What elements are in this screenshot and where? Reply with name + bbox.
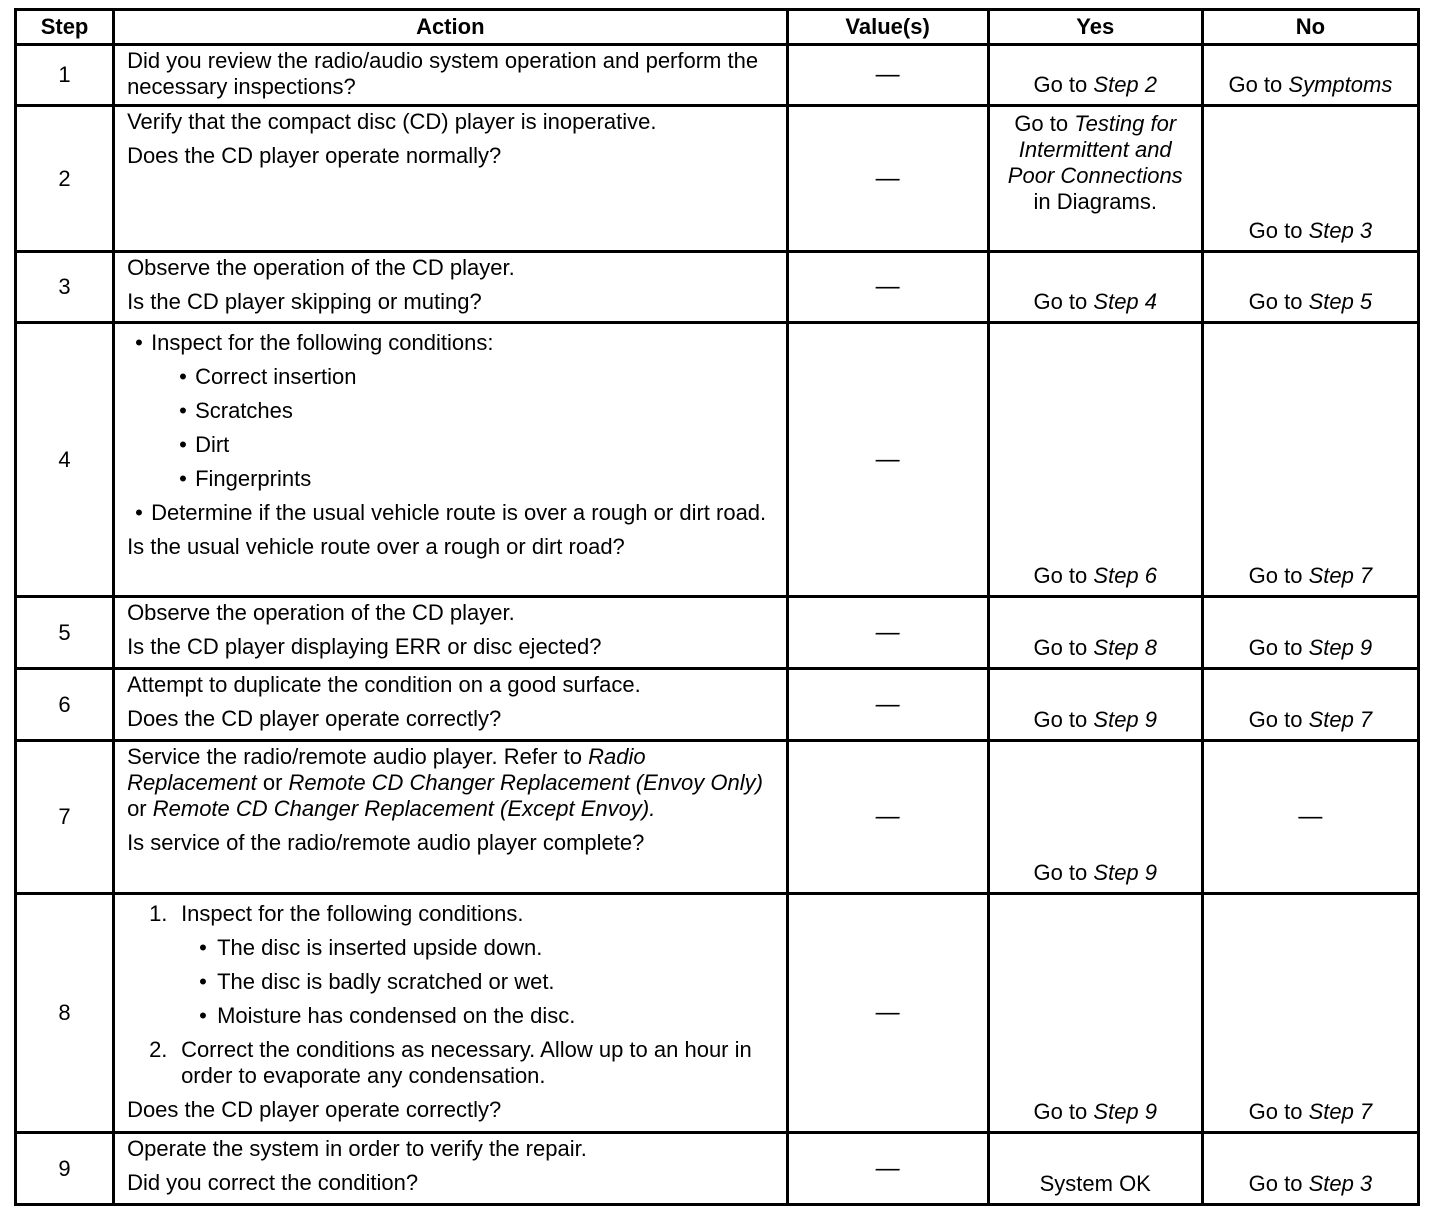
goto-text: Go to: [1033, 1099, 1088, 1124]
sub-bullet-item: • Dirt: [127, 432, 777, 458]
yes-cell: [988, 669, 1202, 741]
step-link[interactable]: Step 2: [1093, 72, 1158, 97]
action-question: Is service of the radio/remote audio player complete?: [127, 830, 645, 855]
radio-replacement-link[interactable]: Radio Replacement: [127, 744, 646, 795]
action-text: [127, 744, 777, 822]
action-text: Attempt to duplicate the condition on a good surface.: [127, 672, 641, 697]
action-text: Observe the operation of the CD player.: [127, 600, 515, 625]
no-cell: [1202, 1133, 1418, 1205]
or-text: or: [262, 770, 283, 795]
goto-text: Go to: [1033, 289, 1088, 314]
action-question: Is the usual vehicle route over a rough or dirt road?: [127, 534, 625, 559]
table-row: [16, 323, 1419, 597]
no-cell: [1202, 323, 1418, 597]
action-question: Does the CD player operate normally?: [127, 143, 502, 168]
value-cell: —: [787, 1133, 988, 1205]
action-question: Is the CD player skipping or muting?: [127, 289, 482, 314]
step-link[interactable]: Step 6: [1093, 563, 1158, 588]
value-cell: —: [787, 323, 988, 597]
step-link[interactable]: Step 8: [1093, 635, 1158, 660]
step-number: 9: [16, 1133, 114, 1205]
table-row: [16, 45, 1419, 106]
no-cell: [1202, 669, 1418, 741]
step-number: 8: [16, 894, 114, 1133]
step-number: 4: [16, 323, 114, 597]
action-cell: [114, 323, 787, 597]
step-number: 2: [16, 106, 114, 252]
yes-cell: [988, 741, 1202, 894]
table-row: [16, 669, 1419, 741]
step-link[interactable]: Step 7: [1308, 707, 1373, 732]
goto-text: Go to: [1248, 707, 1303, 732]
action-text-lead: Service the radio/remote audio player. Refer to: [127, 744, 582, 769]
sub-bullet-item: • The disc is badly scratched or wet.: [127, 969, 777, 995]
step-number: 1: [16, 45, 114, 106]
header-action: Action: [114, 10, 787, 45]
goto-text: Go to: [1248, 563, 1303, 588]
step-number: 6: [16, 669, 114, 741]
header-row: [16, 10, 1419, 45]
value-cell: —: [787, 106, 988, 252]
step-link[interactable]: Step 9: [1093, 707, 1158, 732]
action-cell: [114, 597, 787, 669]
step-number: 7: [16, 741, 114, 894]
numbered-item: [127, 1037, 777, 1089]
sub-bullet-item: • Scratches: [127, 398, 777, 424]
goto-text: Go to: [1248, 1171, 1303, 1196]
action-cell: [114, 669, 787, 741]
value-cell: —: [787, 669, 988, 741]
item-number: 1.: [149, 901, 168, 926]
table-row: [16, 252, 1419, 323]
symptoms-link[interactable]: Symptoms: [1288, 72, 1393, 97]
yes-cell: [988, 252, 1202, 323]
step-link[interactable]: Step 3: [1308, 1171, 1373, 1196]
value-cell: —: [787, 252, 988, 323]
goto-text: Go to: [1014, 111, 1069, 136]
header-yes: Yes: [988, 10, 1202, 45]
table-row: [16, 741, 1419, 894]
action-cell: [114, 106, 787, 252]
action-text: Verify that the compact disc (CD) player is inoperative.: [127, 109, 657, 134]
step-link[interactable]: Step 9: [1093, 1099, 1158, 1124]
yes-cell: [988, 106, 1202, 252]
step-link[interactable]: Step 7: [1308, 1099, 1373, 1124]
table-row: [16, 894, 1419, 1133]
table-row: [16, 597, 1419, 669]
yes-cell: System OK: [988, 1133, 1202, 1205]
sub-bullet-item: • Fingerprints: [127, 466, 777, 492]
no-cell: [1202, 45, 1418, 106]
step-link[interactable]: Step 3: [1308, 218, 1373, 243]
sub-bullet-item: • Moisture has condensed on the disc.: [127, 1003, 777, 1029]
action-cell: [114, 45, 787, 106]
sub-bullet-item: • Correct insertion: [127, 364, 777, 390]
goto-text: Go to: [1033, 860, 1088, 885]
action-question: Did you correct the condition?: [127, 1170, 419, 1195]
action-cell: [114, 741, 787, 894]
goto-text: Go to: [1228, 72, 1283, 97]
step-link[interactable]: Step 5: [1308, 289, 1373, 314]
item-text: Inspect for the following conditions.: [181, 901, 524, 926]
step-number: 3: [16, 252, 114, 323]
cd-changer-envoy-link[interactable]: Remote CD Changer Replacement (Envoy Only): [288, 770, 763, 795]
diagnostic-table: [14, 8, 1420, 1206]
value-cell: —: [787, 894, 988, 1133]
action-question: Is the CD player displaying ERR or disc ejected?: [127, 634, 602, 659]
item-number: 2.: [149, 1037, 168, 1062]
step-link[interactable]: Step 4: [1093, 289, 1158, 314]
cd-changer-except-envoy-link[interactable]: Remote CD Changer Replacement (Except Envoy).: [152, 796, 656, 821]
bullet-item: • Inspect for the following conditions:: [127, 330, 777, 356]
item-text: Correct the conditions as necessary. Allow up to an hour in order to evaporate any condensation.: [181, 1037, 752, 1088]
header-no: No: [1202, 10, 1418, 45]
step-link[interactable]: Step 7: [1308, 563, 1373, 588]
action-question: Does the CD player operate correctly?: [127, 1097, 502, 1122]
step-link[interactable]: Step 9: [1093, 860, 1158, 885]
action-text: Operate the system in order to verify the repair.: [127, 1136, 587, 1161]
goto-text: Go to: [1033, 635, 1088, 660]
step-link[interactable]: Step 9: [1308, 635, 1373, 660]
yes-cell: [988, 323, 1202, 597]
goto-text: Go to: [1248, 218, 1303, 243]
step-number: 5: [16, 597, 114, 669]
no-cell: —: [1202, 741, 1418, 894]
action-question: Did you review the radio/audio system operation and perform the necessary inspections?: [127, 48, 759, 99]
diagrams-suffix: in Diagrams.: [1033, 189, 1157, 214]
value-cell: —: [787, 741, 988, 894]
no-cell: [1202, 894, 1418, 1133]
bullet-item: • Determine if the usual vehicle route is over a rough or dirt road.: [127, 500, 777, 526]
goto-text: Go to: [1033, 563, 1088, 588]
no-cell: [1202, 106, 1418, 252]
action-question: Does the CD player operate correctly?: [127, 706, 502, 731]
yes-cell: [988, 597, 1202, 669]
goto-text: Go to: [1248, 1099, 1303, 1124]
table-row: [16, 1133, 1419, 1205]
action-cell: [114, 1133, 787, 1205]
table-row: [16, 106, 1419, 252]
action-cell: [114, 252, 787, 323]
goto-text: Go to: [1033, 707, 1088, 732]
goto-text: Go to: [1248, 289, 1303, 314]
value-cell: —: [787, 45, 988, 106]
numbered-item: [127, 901, 777, 927]
action-cell: [114, 894, 787, 1133]
no-cell: [1202, 597, 1418, 669]
no-cell: [1202, 252, 1418, 323]
header-values: Value(s): [787, 10, 988, 45]
yes-cell: [988, 894, 1202, 1133]
goto-text: Go to: [1033, 72, 1088, 97]
value-cell: —: [787, 597, 988, 669]
goto-text: Go to: [1248, 635, 1303, 660]
or-text: or: [127, 796, 147, 821]
testing-link[interactable]: Testing for Intermittent and Poor Connections: [1007, 111, 1183, 188]
sub-bullet-item: • The disc is inserted upside down.: [127, 935, 777, 961]
yes-cell: [988, 45, 1202, 106]
header-step: Step: [16, 10, 114, 45]
action-text: Observe the operation of the CD player.: [127, 255, 515, 280]
